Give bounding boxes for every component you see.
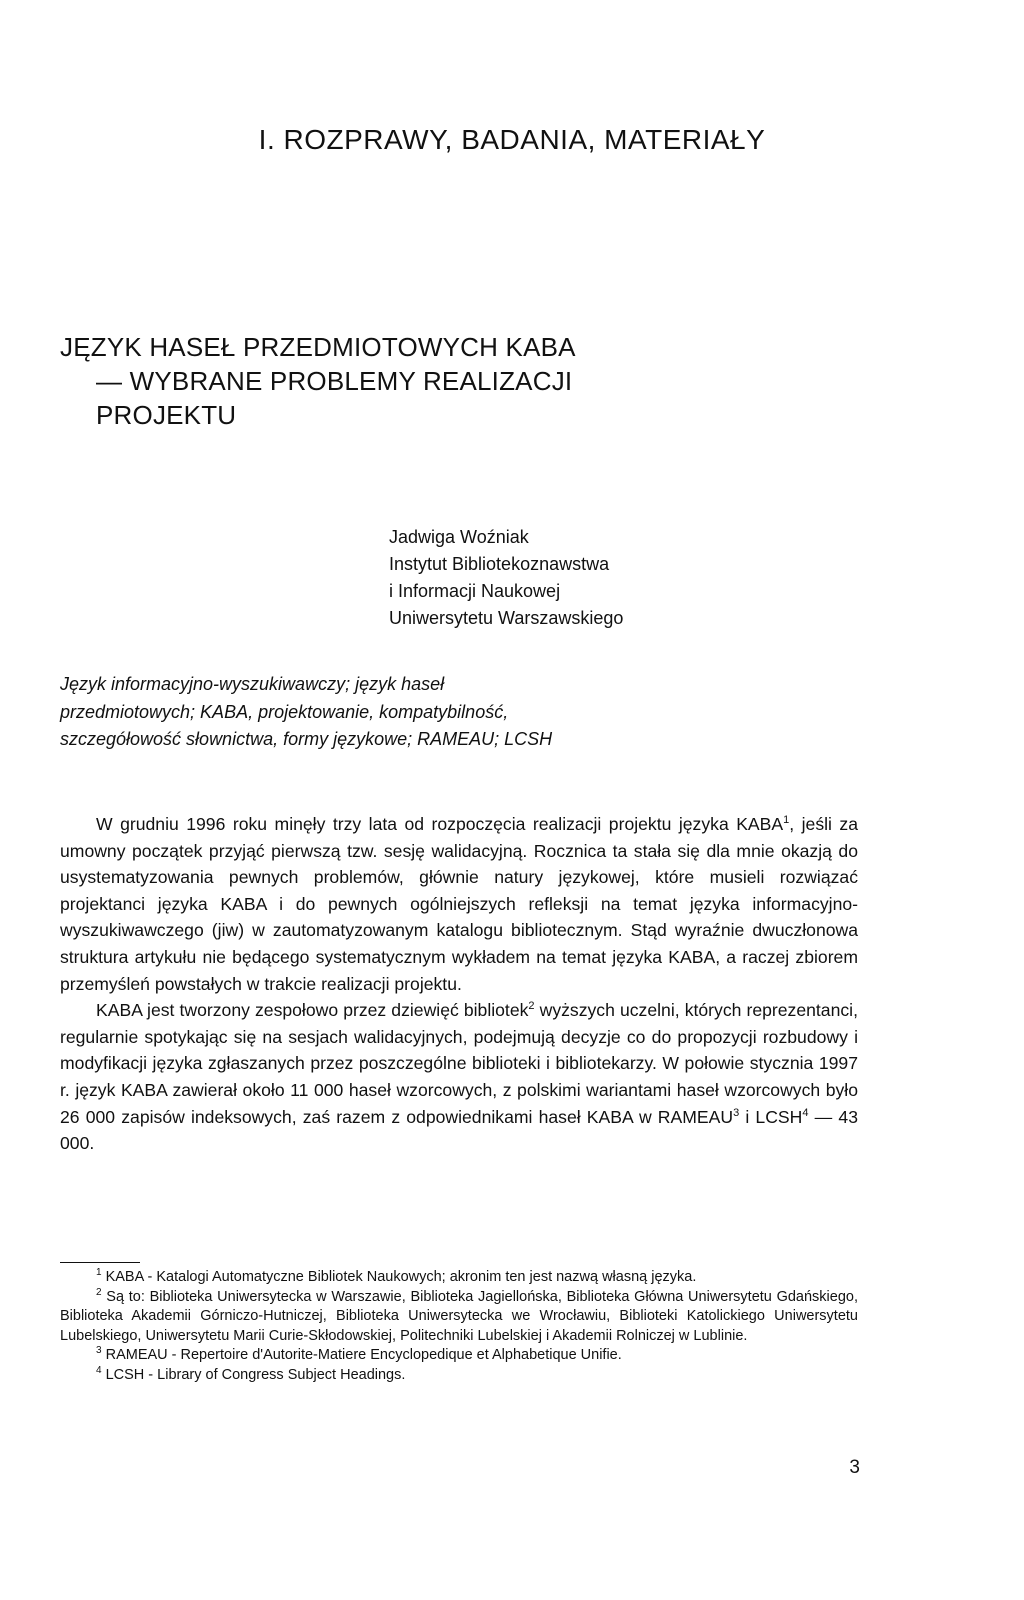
body-p1-text-a: W grudniu 1996 roku minęły trzy lata od rozpoczęcia realizacji projektu języka KABA [96, 814, 784, 834]
keywords: Język informacyjno-wyszukiwawczy; język haseł przedmiotowych; KABA, projektowanie, kompatybilność, szczegółowość słownictwa, formy językowe; RAMEAU; LCSH [60, 674, 553, 749]
body-p2-text-d: — 43 000. [60, 1106, 858, 1154]
author-affiliation-line-2: i Informacji Naukowej [389, 581, 561, 601]
body-p2-text-b: wyższych uczelni, których reprezentanci, regularnie spotykając się na sesjach walidacyjnych, podejmują decyzje co do propozycji rozbudowy i modyfikacji języka zgłaszanych przez poszczególne biblioteki i bibliotekarzy. W połowie stycznia 1997 r. język KABA zawierał około 11 000 haseł wzorcowych, z polskimi wariantami haseł wzorcowych było 26 000 zapisów indeksowych, zaś razem z odpowiednikami haseł KABA w RAMEAU [60, 1000, 858, 1127]
footnote-1-text: KABA - Katalogi Automatyczne Bibliotek Naukowych; akronim ten jest nazwą własną języka. [105, 1269, 697, 1285]
body-paragraph-2 [60, 997, 858, 1157]
footnote-3-number: 3 [96, 1345, 102, 1357]
section-header: I. ROZPRAWY, BADANIA, MATERIAŁY [258, 124, 766, 155]
body-p1-text-b: , jeśli za umowny początek przyjąć pierwszą tzw. sesję walidacyjną. Rocznica ta stała się dla mnie okazją do usystematyzowania pewnych problemów, głównie natury językowej, które musieli rozwiązać projektanci języka KABA i do pewnych ogólniejszych refleksji na temat języka informacyjno-wyszukiwawczego (jiw) w zautomatyzowanym katalogu bibliotecznym. Stąd wyraźnie dwuczłonowa struktura artykułu nie będącego systematycznym wykładem na temat języka KABA, a raczej zbiorem przemyśleń powstałych w trakcie realizacji projektu. [60, 814, 858, 994]
author-block [389, 524, 623, 632]
author-affiliation-line-3: Uniwersytetu Warszawskiego [389, 608, 624, 628]
footnote-divider [60, 1262, 140, 1263]
title-line-3: PROJEKTU [96, 400, 237, 430]
title-line-1: JĘZYK HASEŁ PRZEDMIOTOWYCH KABA [60, 332, 576, 362]
body-paragraph-1 [60, 811, 858, 997]
footnote-4-text: LCSH - Library of Congress Subject Headings. [105, 1366, 406, 1383]
footnote-ref-4: 4 [802, 1106, 809, 1119]
footnote-ref-2: 2 [528, 1000, 535, 1013]
footnote-3 [60, 1346, 858, 1366]
author-affiliation-line-1: Instytut Bibliotekoznawstwa [389, 554, 610, 574]
page-number: 3 [849, 1457, 860, 1478]
body-p2-text-c: i LCSH [739, 1106, 803, 1127]
author-name: Jadwiga Woźniak [389, 527, 529, 547]
footnote-ref-3: 3 [733, 1106, 740, 1119]
footnotes [60, 1268, 858, 1385]
footnote-1-number: 1 [96, 1267, 102, 1279]
footnote-ref-1: 1 [783, 814, 790, 827]
footnote-4-number: 4 [96, 1364, 102, 1376]
body-p2-text-a: KABA jest tworzony zespołowo przez dziewięć bibliotek [96, 1000, 529, 1021]
footnote-3-text: RAMEAU - Repertoire d'Autorite-Matiere Encyclopedique et Alphabetique Unifie. [105, 1347, 622, 1363]
footnote-2-text: Są to: Biblioteka Uniwersytecka w Warszawie, Biblioteka Jagiellońska, Biblioteka Główna Uniwersytetu Gdańskiego, Biblioteka Akademii Górniczo-Hutniczej, Biblioteka Uniwersytecka we Wrocławiu, Biblioteki Katolickiego Uniwersytetu Lubelskiego, Uniwersytetu Marii Curie-Skłodowskiej, Politechniki Lubelskiej i Akademii Rolniczej w Lublinie. [60, 1288, 858, 1344]
footnote-2 [60, 1288, 858, 1347]
title-line-2: — WYBRANE PROBLEMY REALIZACJI [96, 366, 573, 396]
footnote-4 [60, 1366, 858, 1386]
footnote-1 [60, 1268, 858, 1288]
article-body [60, 811, 858, 1157]
article-title [60, 330, 760, 432]
footnote-2-number: 2 [96, 1286, 102, 1298]
